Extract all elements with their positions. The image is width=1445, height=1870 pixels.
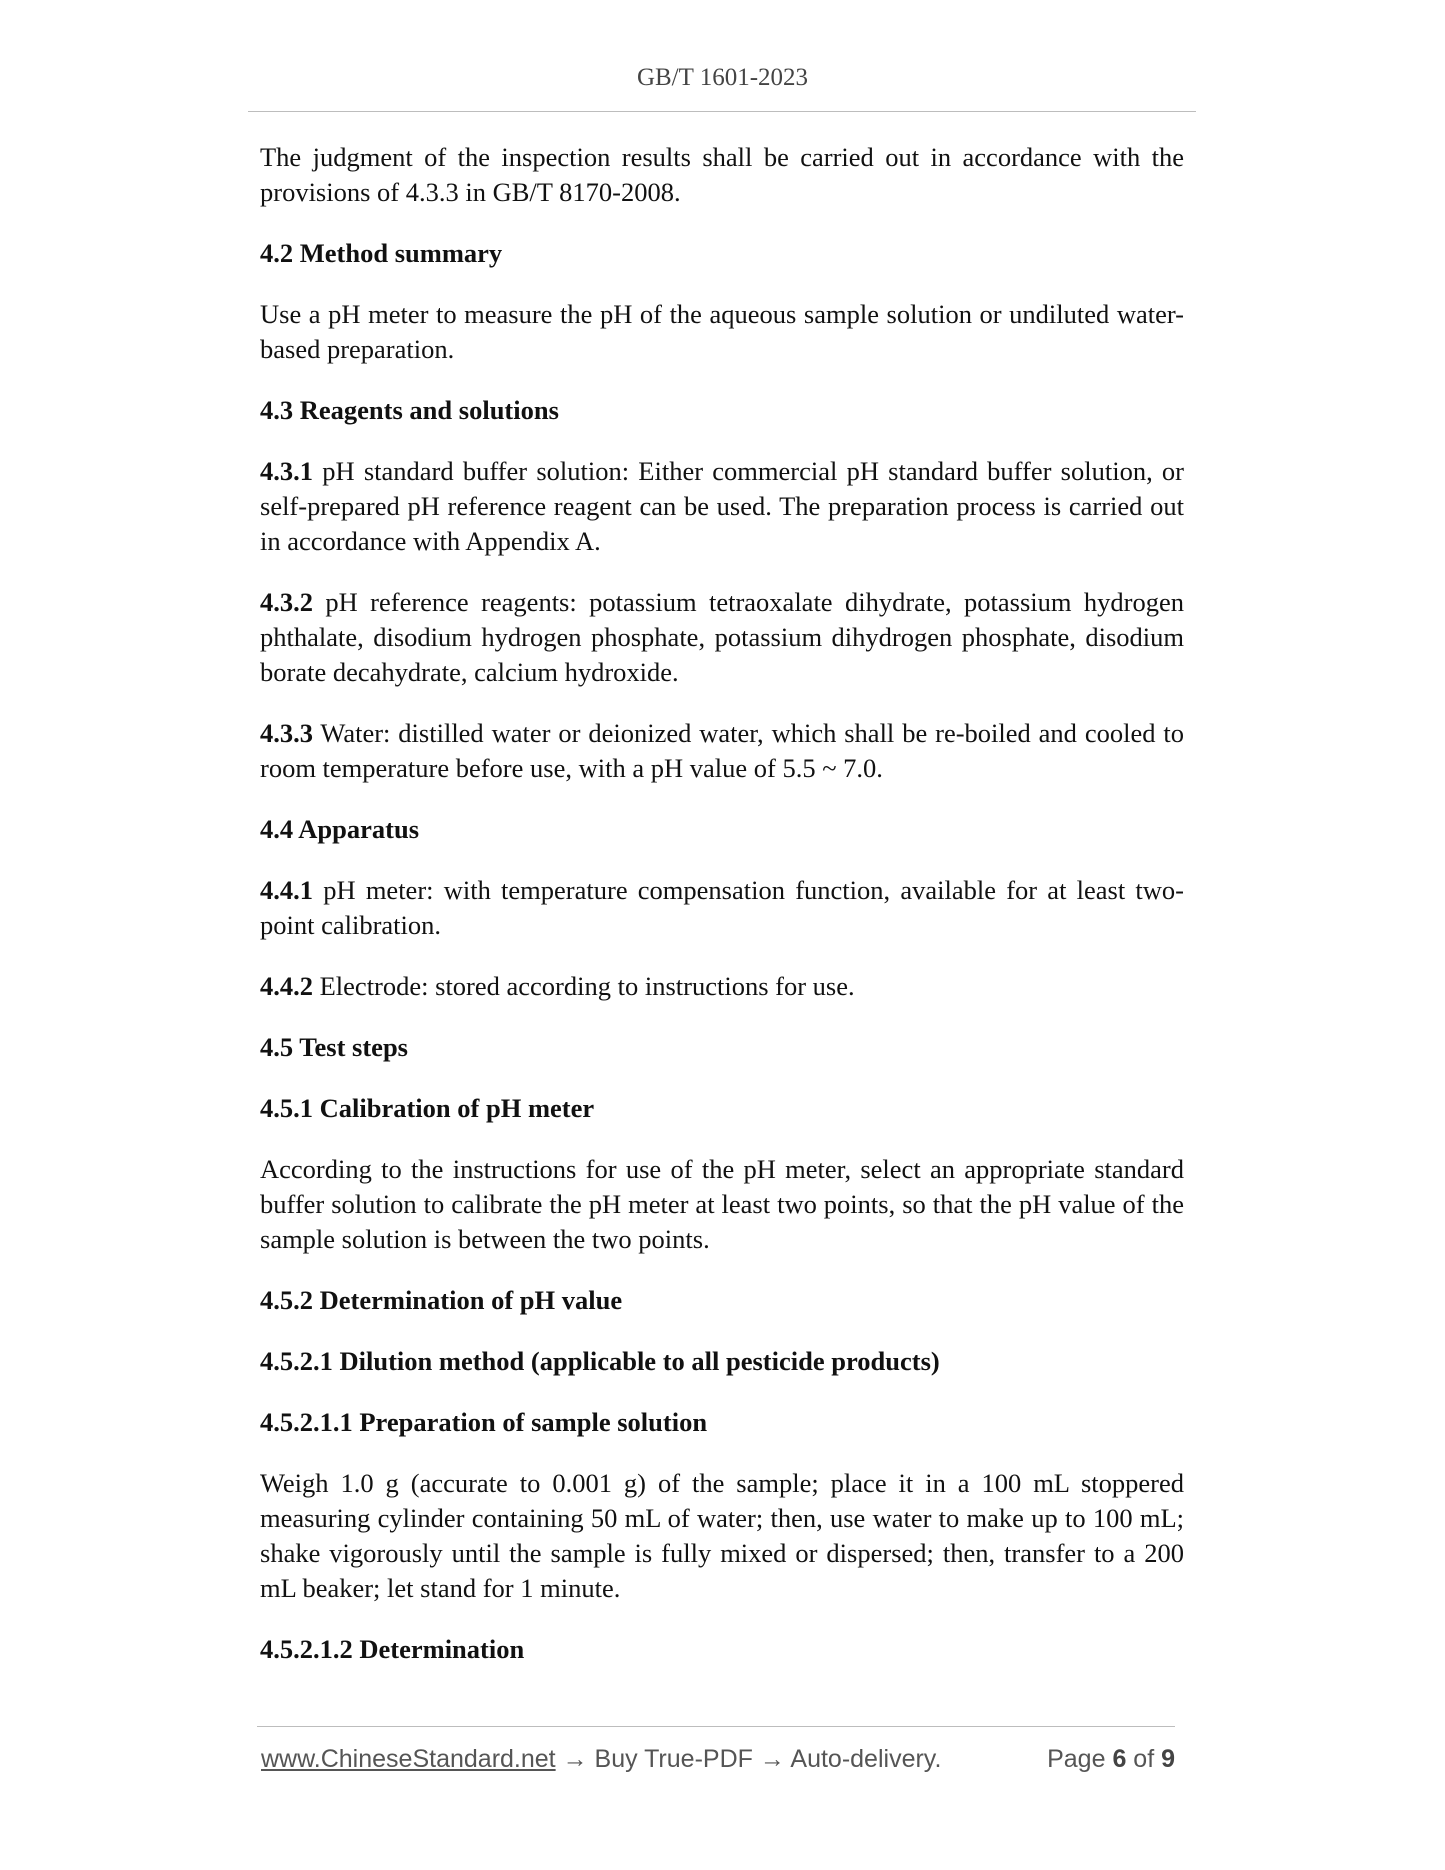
heading-4-5-2-1: 4.5.2.1 Dilution method (applicable to all pesticide products) — [260, 1346, 940, 1376]
clause-number: 4.4.1 — [260, 875, 313, 905]
paragraph-intro: The judgment of the inspection results shall be carried out in accordance with the provisions of 4.3.3 in GB/T 8170-2008. — [260, 142, 1184, 207]
paragraph-4-5-1: According to the instructions for use of the pH meter, select an appropriate standard buffer solution to calibrate the pH meter at least two points, so that the pH value of the sample solution is between the two points. — [260, 1154, 1184, 1254]
header-divider — [248, 111, 1196, 112]
heading-4-2: 4.2 Method summary — [260, 238, 503, 268]
clause-number: 4.3.3 — [260, 718, 313, 748]
heading-4-5: 4.5 Test steps — [260, 1032, 408, 1062]
footer-promo — [261, 1745, 941, 1774]
footer-tagline: → Buy True-PDF → Auto-delivery. — [555, 1745, 942, 1773]
clause-text: pH meter: with temperature compensation function, available for at least two-point calibration. — [260, 875, 1184, 940]
footer-divider — [257, 1726, 1175, 1727]
page-total: 9 — [1161, 1745, 1175, 1773]
clause-number: 4.4.2 — [260, 971, 313, 1001]
paragraph-4-4-2 — [260, 969, 1184, 1004]
page-footer — [261, 1745, 1175, 1779]
page-current: 6 — [1112, 1745, 1127, 1773]
paragraph-4-3-3 — [260, 716, 1184, 786]
clause-number: 4.3.2 — [260, 587, 313, 617]
heading-4-5-2-1-2: 4.5.2.1.2 Determination — [260, 1634, 525, 1664]
clause-text: pH standard buffer solution: Either commercial pH standard buffer solution, or self-prepared pH reference reagent can be used. The preparation process is carried out in accordance with Appendix A. — [260, 456, 1184, 556]
website-link[interactable]: www.ChineseStandard.net — [261, 1745, 556, 1773]
heading-4-5-1: 4.5.1 Calibration of pH meter — [260, 1093, 595, 1123]
heading-4-3: 4.3 Reagents and solutions — [260, 395, 559, 425]
clause-number: 4.3.1 — [260, 456, 313, 486]
paragraph-4-2: Use a pH meter to measure the pH of the aqueous sample solution or undiluted water-based preparation. — [260, 299, 1184, 364]
clause-text: Water: distilled water or deionized water, which shall be re-boiled and cooled to room temperature before use, with a pH value of 5.5 ~ 7.0. — [260, 718, 1184, 783]
paragraph-4-5-2-1-1: Weigh 1.0 g (accurate to 0.001 g) of the sample; place it in a 100 mL stoppered measuring cylinder containing 50 mL of water; then, use water to make up to 100 mL; shake vigorously until the sample is fully mixed or dispersed; then, transfer to a 200 mL beaker; let stand for 1 minute. — [260, 1468, 1184, 1603]
paragraph-4-3-2 — [260, 585, 1184, 690]
heading-4-5-2: 4.5.2 Determination of pH value — [260, 1285, 623, 1315]
page-of: of — [1126, 1745, 1162, 1773]
page-number — [1047, 1745, 1175, 1774]
clause-text: pH reference reagents: potassium tetraoxalate dihydrate, potassium hydrogen phthalate, disodium hydrogen phosphate, potassium dihydrogen phosphate, disodium borate decahydrate, calcium hydroxide. — [260, 587, 1184, 687]
heading-4-5-2-1-1: 4.5.2.1.1 Preparation of sample solution — [260, 1407, 708, 1437]
paragraph-4-4-1 — [260, 873, 1184, 943]
document-body — [260, 140, 1184, 1693]
page-label: Page — [1047, 1745, 1113, 1773]
paragraph-4-3-1 — [260, 454, 1184, 559]
heading-4-4: 4.4 Apparatus — [260, 814, 420, 844]
page-header: GB/T 1601-2023 — [636, 64, 809, 91]
clause-text: Electrode: stored according to instructions for use. — [313, 971, 855, 1001]
